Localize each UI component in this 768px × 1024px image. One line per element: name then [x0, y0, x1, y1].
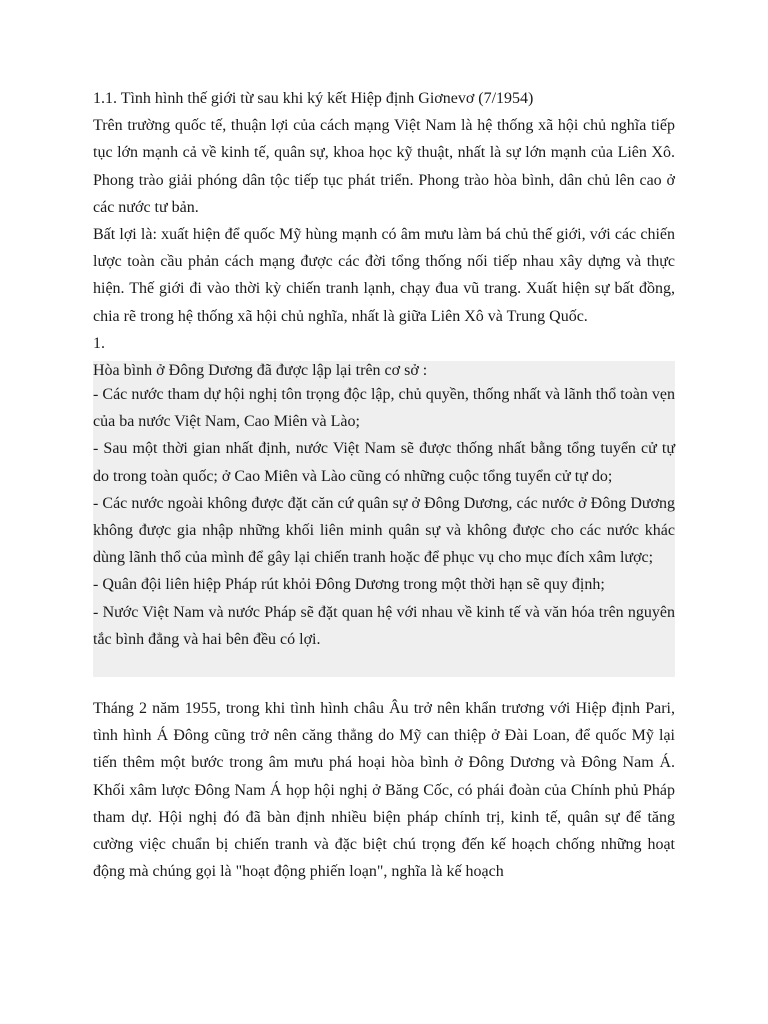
list-item: - Nước Việt Nam và nước Pháp sẽ đặt quan hệ với nhau về kinh tế và văn hóa trên nguyên tắc bình đẳng và hai bên đều có lợi. [93, 603, 675, 648]
list-item: - Quân đội liên hiệp Pháp rút khỏi Đông Dương trong một thời hạn sẽ quy định; [93, 576, 605, 594]
paragraph-unfavorable: Bất lợi là: xuất hiện để quốc Mỹ hùng mạnh có âm mưu làm bá chủ thế giới, với các chiến lược toàn cầu phản cách mạng được các đời tổng thống nối tiếp nhau xây dựng và thực hiện. Thế giới đi vào thời kỳ chiến tranh lạnh, chạy đua vũ trang. Xuất hiện sự bất đồng, chia rẽ trong hệ thống xã hội chủ nghĩa, nhất là giữa Liên Xô và Trung Quốc. [93, 226, 675, 325]
list-item: - Các nước ngoài không được đặt căn cứ quân sự ở Đông Dương, các nước ở Đông Dương không được gia nhập những khối liên minh quân sự và không được cho các nước khác dùng lãnh thổ của mình để gây lại chiến tranh hoặc để phục vụ cho mục đích xâm lược; [93, 494, 675, 567]
section-heading: 1.1. Tình hình thế giới từ sau khi ký kết Hiệp định Giơnevơ (7/1954) [93, 90, 534, 107]
shaded-intro: Hòa bình ở Đông Dương đã được lập lại trên cơ sở : [93, 362, 428, 380]
list-item: - Các nước tham dự hội nghị tôn trọng độc lập, chủ quyền, thống nhất và lãnh thổ toàn vẹn của ba nước Việt Nam, Cao Miên và Lào; [93, 386, 675, 431]
shaded-quote-block [93, 361, 675, 677]
list-number: 1. [93, 334, 105, 352]
list-item: - Sau một thời gian nhất định, nước Việt Nam sẽ được thống nhất bằng tổng tuyển cử tự do trong toàn quốc; ở Cao Miên và Lào cũng có những cuộc tổng tuyển cử tự do; [93, 440, 675, 485]
paragraph-favorable: Trên trường quốc tế, thuận lợi của cách mạng Việt Nam là hệ thống xã hội chủ nghĩa tiếp tục lớn mạnh cả về kinh tế, quân sự, khoa học kỹ thuật, nhất là sự lớn mạnh của Liên Xô. Phong trào giải phóng dân tộc tiếp tục phát triển. Phong trào hòa bình, dân chủ lên cao ở các nước tư bản. [93, 117, 675, 216]
document-page [93, 85, 675, 885]
paragraph-1955: Tháng 2 năm 1955, trong khi tình hình châu Âu trở nên khẩn trương với Hiệp định Pari, tình hình Á Đông cũng trở nên căng thẳng do Mỹ can thiệp ở Đài Loan, để quốc Mỹ lại tiến thêm một bước trong âm mưu phá hoại hòa bình ở Đông Dương và Đông Nam Á. Khối xâm lược Đông Nam Á họp hội nghị ở Băng Cốc, có phái đoàn của Chính phủ Pháp tham dự. Hội nghị đó đã bàn định nhiều biện pháp chính trị, kinh tế, quân sự để tăng cường việc chuẩn bị chiến tranh và đặc biệt chú trọng đến kế hoạch chống những hoạt động mà chúng gọi là "hoạt động phiến loạn", nghĩa là kế hoạch [93, 700, 675, 881]
